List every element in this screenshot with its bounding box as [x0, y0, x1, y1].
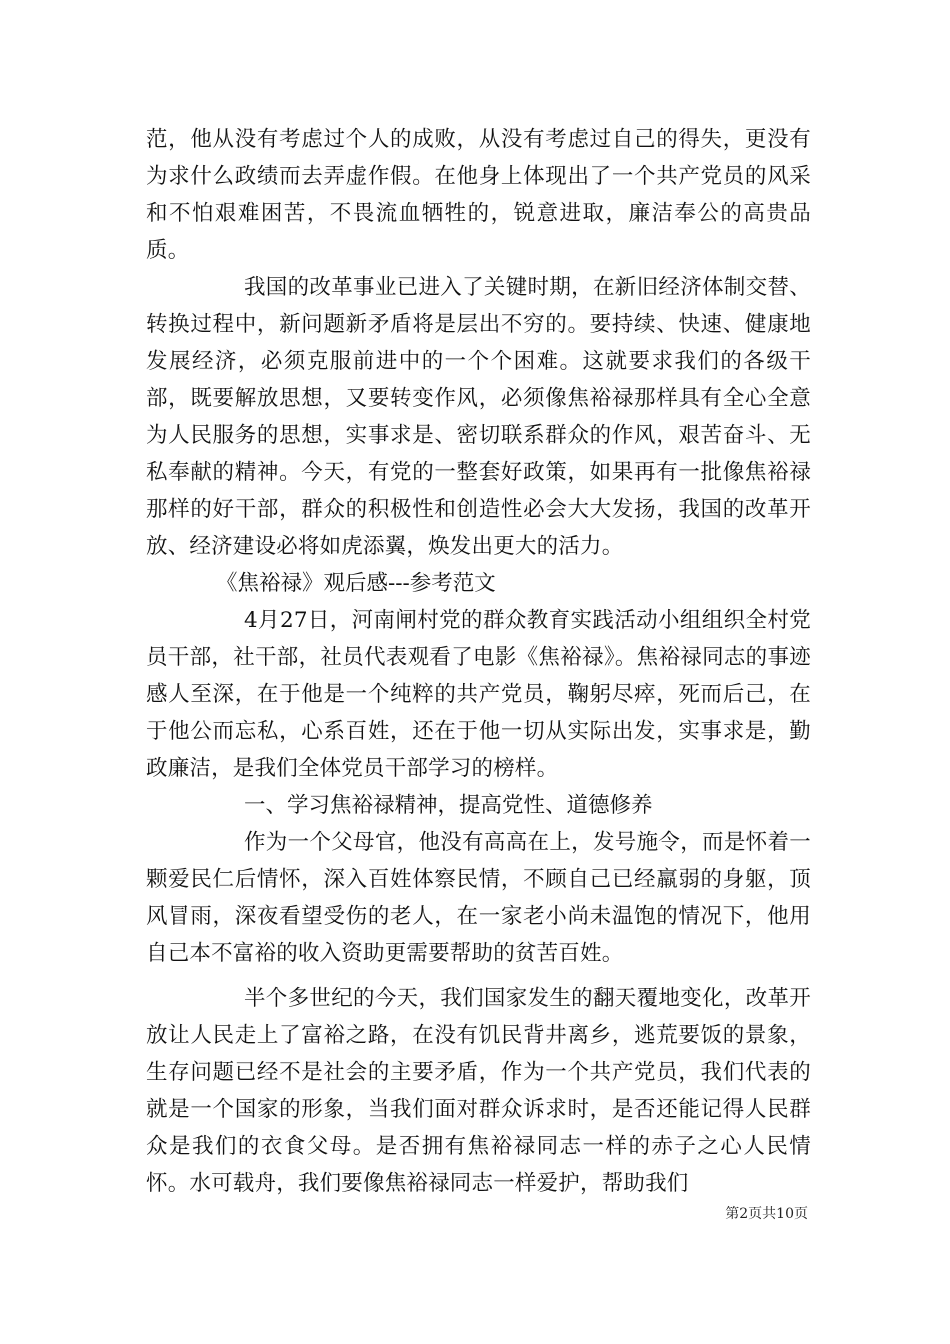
section-heading: 一、学习焦裕禄精神，提高党性、道德修养 [244, 793, 653, 818]
paragraph-continuation: 范，他从没有考虑过个人的成败，从没有考虑过自己的得失，更没有为求什么政绩而去弄虚作假。在他身上体现出了一个共产党员的风采和不怕艰难困苦，不畏流血牺牲的，锐意进取，廉洁奉公的高贵品质。 [146, 127, 811, 263]
document-body [146, 121, 811, 1202]
paragraph-intro: 4月27日，河南闸村党的群众教育实践活动小组组织全村党员干部，社干部，社员代表观看了电影《焦裕禄》。焦裕禄同志的事迹感人至深，在于他是一个纯粹的共产党员，鞠躬尽瘁，死而后己，在于他公而忘私，心系百姓，还在于他一切从实际出发，实事求是，勤政廉洁，是我们全体党员干部学习的榜样。 [146, 608, 811, 781]
article-title: 《焦裕禄》观后感---参考范文 [216, 571, 496, 596]
paragraph-reform: 我国的改革事业已进入了关键时期，在新旧经济体制交替、转换过程中，新问题新矛盾将是层出不穷的。要持续、快速、健康地发展经济，必须克服前进中的一个个困难。这就要求我们的各级干部，既要解放思想，又要转变作风，必须像焦裕禄那样具有全心全意为人民服务的思想，实事求是、密切联系群众的作风，艰苦奋斗、无私奉献的精神。今天，有党的一整套好政策，如果再有一批像焦裕禄那样的好干部，群众的积极性和创造性必会大大发扬，我国的改革开放、经济建设必将如虎添翼，焕发出更大的活力。 [146, 275, 811, 559]
paragraph-official: 作为一个父母官，他没有高高在上，发号施令，而是怀着一颗爱民仁后情怀，深入百姓体察民情，不顾自己已经羸弱的身躯，顶风冒雨，深夜看望受伤的老人，在一家老小尚未温饱的情况下，他用自己本不富裕的收入资助更需要帮助的贫苦百姓。 [146, 830, 811, 966]
paragraph-today: 半个多世纪的今天，我们国家发生的翻天覆地变化，改革开放让人民走上了富裕之路，在没有饥民背井离乡，逃荒要饭的景象，生存问题已经不是社会的主要矛盾，作为一个共产党员，我们代表的就是一个国家的形象，当我们面对群众诉求时，是否还能记得人民群众是我们的衣食父母。是否拥有焦裕禄同志一样的赤子之心人民情怀。水可载舟，我们要像焦裕禄同志一样爱护，帮助我们 [146, 986, 811, 1196]
page-number: 第2页共10页 [725, 1206, 808, 1222]
